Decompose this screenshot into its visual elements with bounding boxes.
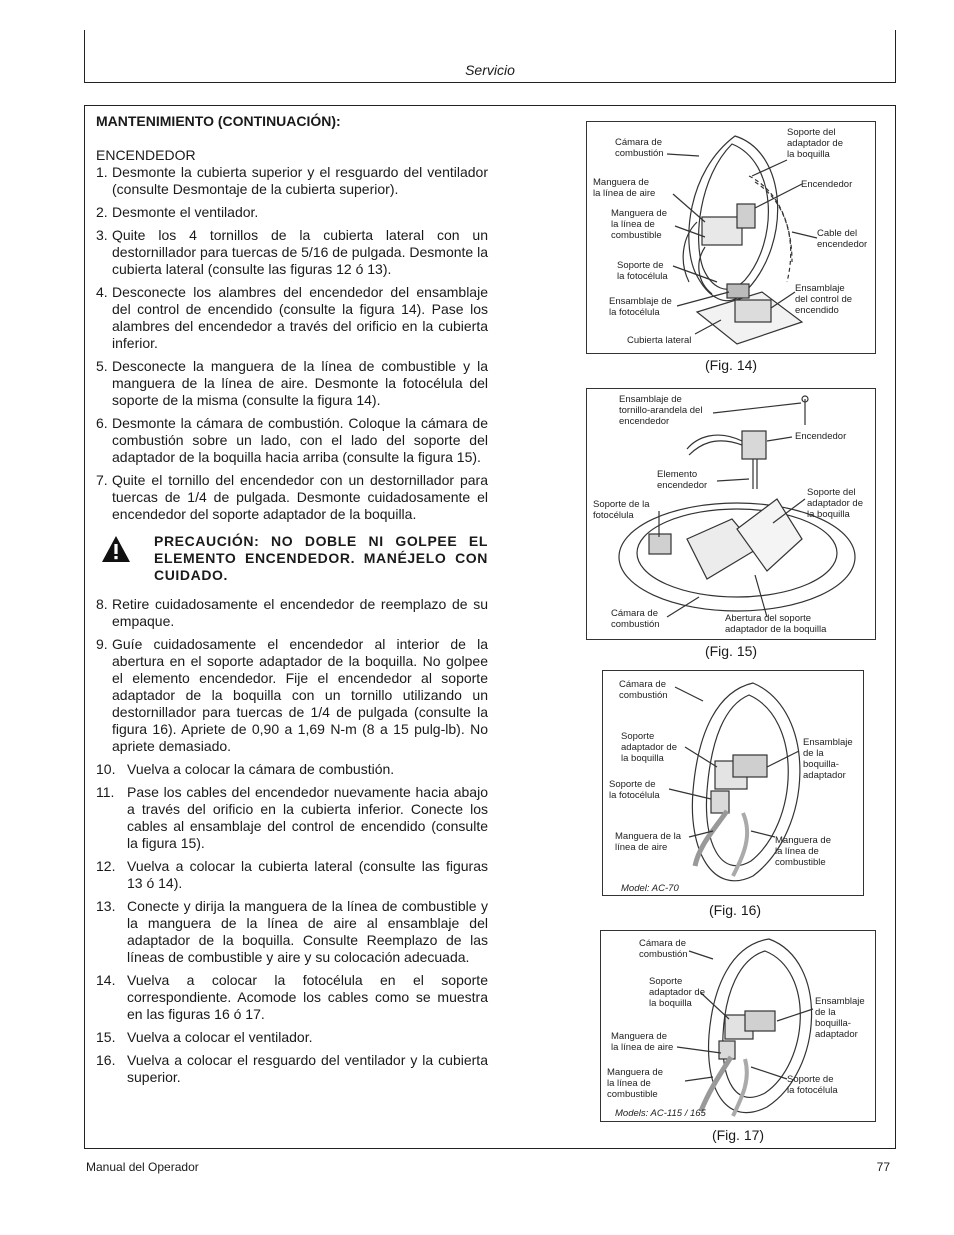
fig17-model: Models: AC-115 / 165 [615, 1108, 706, 1119]
fig17-label-soporte-adaptador: Soporte adaptador de la boquilla [649, 976, 705, 1009]
step-item [96, 284, 488, 352]
instructions-column [96, 113, 488, 1092]
step-item [96, 898, 488, 966]
step-text: Desconecte la manguera de la línea de combustible y la manguera de la línea de aire. Desmonte la fotocélula del soporte de la misma (consulte la figura 14). [112, 358, 488, 408]
step-number: 8. [96, 596, 108, 612]
step-item [96, 164, 488, 198]
figure-17 [600, 930, 876, 1122]
fig16-label-ens-boquilla: Ensamblaje de la boquilla- adaptador [803, 737, 853, 781]
step-number: 11. [96, 784, 115, 800]
step-text: Pase los cables del encendedor nuevamente hacia abajo a través del orificio en la cubierta inferior. Conecte los cables al ensamblaje del control de encendido (consulte la figura 15). [127, 784, 488, 851]
fig15-label-soporte-adaptador: Soporte del adaptador de la boquilla [807, 487, 863, 520]
fig17-label-camara: Cámara de combustión [639, 938, 688, 960]
caution-text: PRECAUCIÓN: NO DOBLE NI GOLPEE EL ELEMENTO ENCENDEDOR. MANÉJELO CON CUIDADO. [154, 533, 488, 583]
step-item [96, 784, 488, 852]
step-number: 6. [96, 415, 108, 431]
section-header [84, 30, 896, 83]
steps-list-b [96, 596, 488, 1086]
step-text: Vuelva a colocar el resguardo del ventilador y la cubierta superior. [127, 1052, 488, 1085]
fig16-model: Model: AC-70 [621, 883, 679, 894]
figure-15 [586, 388, 876, 640]
caution-block [96, 533, 488, 584]
fig15-label-camara: Cámara de combustión [611, 608, 660, 630]
step-number: 2. [96, 204, 108, 220]
step-number: 12. [96, 858, 116, 874]
fig14-label-ens-control: Ensamblaje del control de encendido [795, 283, 853, 316]
fig14-label-cable: Cable del encendedor [817, 228, 868, 250]
fig17-label-soporte-foto: Soporte de la fotocélula [787, 1074, 838, 1096]
fig14-label-cubierta: Cubierta lateral [627, 335, 692, 346]
fig16-label-manguera-comb: Manguera de la línea de combustible [775, 835, 831, 868]
maintenance-heading: MANTENIMIENTO (CONTINUACIÓN): [96, 113, 341, 129]
step-number: 3. [96, 227, 108, 243]
step-text: Quite los 4 tornillos de la cubierta lateral con un destornillador para tuercas de 5/16 de pulgada. Desmonte la cubierta lateral (consulte las figuras 12 ó 13). [112, 227, 488, 277]
fig14-label-encendedor: Encendedor [801, 179, 853, 190]
warning-icon [101, 535, 131, 563]
step-text: Conecte y dirija la manguera de la línea de combustible y la manguera de la línea de aire al ensamblaje del adaptador de la boquilla. Consulte Reemplazo de las líneas de combustible y aire y su colocación adecuada. [127, 898, 488, 965]
step-text: Guíe cuidadosamente el encendedor al interior de la abertura en el soporte adaptador de la boquilla. No golpee el elemento encendedor. Fije el encendedor al soporte adaptador de la boquilla con un tornillo utilizando un destornillador para tuercas de 1/4 de pulgada (consulte la figura 16). Apriete de 0,90 a 1,69 N-m (8 a 15 pulg-lb). No apriete demasiado. [112, 636, 488, 754]
step-item [96, 596, 488, 630]
step-number: 1. [96, 164, 108, 180]
step-item [96, 358, 488, 409]
step-number: 4. [96, 284, 108, 300]
fig17-label-manguera-aire: Manguera de la línea de aire [611, 1031, 674, 1053]
step-number: 14. [96, 972, 116, 988]
step-text: Vuelva a colocar el ventilador. [127, 1029, 313, 1045]
fig16-label-soporte-adaptador: Soporte adaptador de la boquilla [621, 731, 677, 764]
fig15-label-elemento: Elemento encendedor [657, 469, 708, 491]
fig15-label-tornillo: Ensamblaje de tornillo-arandela del encendedor [619, 394, 703, 427]
step-text: Quite el tornillo del encendedor con un destornillador para tuercas de 1/4 de pulgada. Desmonte cuidadosamente el encendedor del soporte adaptador de la boquilla. [112, 472, 488, 522]
step-item [96, 636, 488, 755]
step-item [96, 858, 488, 892]
step-item [96, 204, 488, 221]
fig14-label-soporte-adaptador: Soporte del adaptador de la boquilla [787, 127, 843, 160]
step-item [96, 415, 488, 466]
footer-page-number: 77 [876, 1160, 890, 1174]
footer-manual-title: Manual del Operador [86, 1160, 199, 1174]
figure-14-caption: (Fig. 14) [704, 357, 758, 373]
step-text: Desmonte la cámara de combustión. Coloque la cámara de combustión sobre un lado, con el lado del soporte del adaptador de la boquilla hacia arriba (consulte la figura 15). [112, 415, 488, 465]
step-number: 13. [96, 898, 116, 914]
step-item [96, 227, 488, 278]
figure-17-caption: (Fig. 17) [711, 1127, 765, 1143]
fig14-label-manguera-comb: Manguera de la línea de combustible [611, 208, 667, 241]
step-number: 15. [96, 1029, 116, 1045]
section-title: Servicio [465, 62, 515, 78]
figure-16-caption: (Fig. 16) [708, 902, 762, 918]
step-text: Desconecte los alambres del encendedor del ensamblaje del control de encendido (consulte la figura 14). Pase los alambres del encendedor a través del orificio en la cubierta inferior. [112, 284, 488, 351]
steps-list-a [96, 164, 488, 523]
fig14-label-soporte-foto: Soporte de la fotocélula [617, 260, 668, 282]
figure-15-caption: (Fig. 15) [704, 643, 758, 659]
step-item [96, 472, 488, 523]
step-text: Desmonte el ventilador. [112, 204, 259, 220]
fig14-label-ens-foto: Ensamblaje de la fotocélula [609, 296, 672, 318]
step-text: Vuelva a colocar la cubierta lateral (consulte las figuras 13 ó 14). [127, 858, 488, 891]
fig17-label-manguera-comb: Manguera de la línea de combustible [607, 1067, 663, 1100]
step-text: Vuelva a colocar la fotocélula en el soporte correspondiente. Acomode los cables como se muestra en las figuras 16 ó 17. [127, 972, 488, 1022]
step-number: 5. [96, 358, 108, 374]
fig15-label-encendedor: Encendedor [795, 431, 847, 442]
step-item [96, 972, 488, 1023]
step-number: 9. [96, 636, 108, 652]
step-text: Retire cuidadosamente el encendedor de reemplazo de su empaque. [112, 596, 488, 629]
fig15-label-abertura: Abertura del soporte adaptador de la boquilla [725, 613, 827, 635]
step-number: 7. [96, 472, 108, 488]
fig16-label-soporte-foto: Soporte de la fotocélula [609, 779, 660, 801]
fig16-label-camara: Cámara de combustión [619, 679, 668, 701]
step-item [96, 761, 488, 778]
step-number: 16. [96, 1052, 116, 1068]
step-item [96, 1052, 488, 1086]
igniter-subheading: ENCENDEDOR [96, 147, 196, 163]
step-text: Vuelva a colocar la cámara de combustión. [127, 761, 395, 777]
step-number: 10. [96, 761, 116, 777]
figure-16 [602, 670, 864, 896]
fig16-label-manguera-aire: Manguera de la línea de aire [615, 831, 682, 853]
step-text: Desmonte la cubierta superior y el resguardo del ventilador (consulte Desmontaje de la cubierta superior). [112, 164, 488, 197]
fig14-label-camara: Cámara de combustión [615, 137, 664, 159]
fig15-label-soporte-foto: Soporte de la fotocélula [593, 499, 650, 521]
fig14-label-manguera-aire: Manguera de la línea de aire [593, 177, 656, 199]
step-item [96, 1029, 488, 1046]
fig17-label-ens-boquilla: Ensamblaje de la boquilla- adaptador [815, 996, 865, 1040]
figure-14 [586, 121, 876, 354]
